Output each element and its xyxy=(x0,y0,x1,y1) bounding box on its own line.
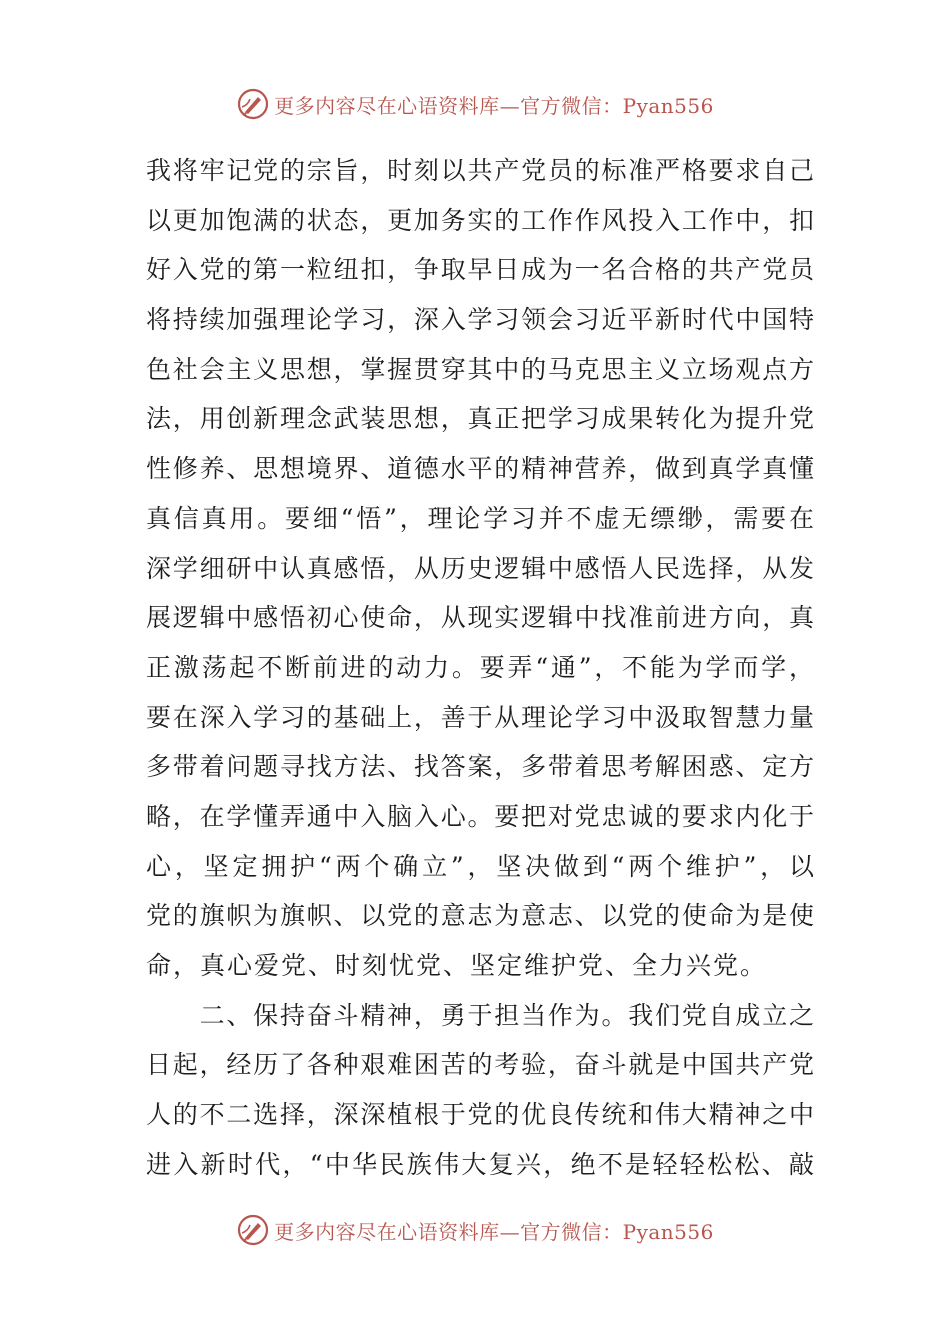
text-line: 日起，经历了各种艰难困苦的考验，奋斗就是中国共产党 xyxy=(146,1050,814,1080)
document-body xyxy=(146,146,814,1189)
text-line: 深学细研中认真感悟，从历史逻辑中感悟人民选择，从发 xyxy=(146,553,814,583)
text-line: 将持续加强理论学习，深入学习领会习近平新时代中国特 xyxy=(146,305,814,335)
watermark-banner-top xyxy=(0,84,950,124)
text-line: 多带着问题寻找方法、找答案，多带着思考解困惑、定方 xyxy=(146,752,814,782)
text-line: 以更加饱满的状态，更加务实的工作作风投入工作中，扣 xyxy=(146,205,814,235)
text-line: 法，用创新理念武装思想，真正把学习成果转化为提升党 xyxy=(146,404,814,434)
text-line: 色社会主义思想，掌握贯穿其中的马克思主义立场观点方 xyxy=(146,354,814,384)
watermark-text: 更多内容尽在心语资料库—官方微信：Pyan556 xyxy=(274,93,714,118)
text-line: 二、保持奋斗精神，勇于担当作为。我们党自成立之 xyxy=(146,1000,814,1030)
text-line: 要在深入学习的基础上，善于从理论学习中汲取智慧力量 xyxy=(146,702,814,732)
pen-logo-icon xyxy=(236,1213,270,1247)
pen-logo-icon xyxy=(236,87,270,121)
text-line: 心，坚定拥护“两个确立”，坚决做到“两个维护”，以 xyxy=(146,851,814,881)
text-line: 我将牢记党的宗旨，时刻以共产党员的标准严格要求自己 xyxy=(146,156,814,185)
text-line: 展逻辑中感悟初心使命，从现实逻辑中找准前进方向，真 xyxy=(146,603,814,633)
watermark-text: 更多内容尽在心语资料库—官方微信：Pyan556 xyxy=(274,1219,714,1244)
text-line: 好入党的第一粒纽扣，争取早日成为一名合格的共产党员 xyxy=(146,255,814,285)
text-line: 性修养、思想境界、道德水平的精神营养，做到真学真懂 xyxy=(146,454,814,484)
text-line: 略，在学懂弄通中入脑入心。要把对党忠诚的要求内化于 xyxy=(146,801,814,831)
text-line: 命，真心爱党、时刻忧党、坚定维护党、全力兴党。 xyxy=(146,951,768,980)
text-line: 人的不二选择，深深植根于党的优良传统和伟大精神之中 xyxy=(146,1100,814,1130)
watermark-banner-bottom xyxy=(0,1210,950,1250)
text-line: 党的旗帜为旗帜、以党的意志为意志、以党的使命为是使 xyxy=(146,901,814,931)
text-line: 进入新时代，“中华民族伟大复兴，绝不是轻轻松松、敲 xyxy=(146,1149,814,1179)
text-line: 真信真用。要细“悟”，理论学习并不虚无缥缈，需要在 xyxy=(146,503,814,533)
text-line: 正激荡起不断前进的动力。要弄“通”，不能为学而学， xyxy=(146,652,814,682)
